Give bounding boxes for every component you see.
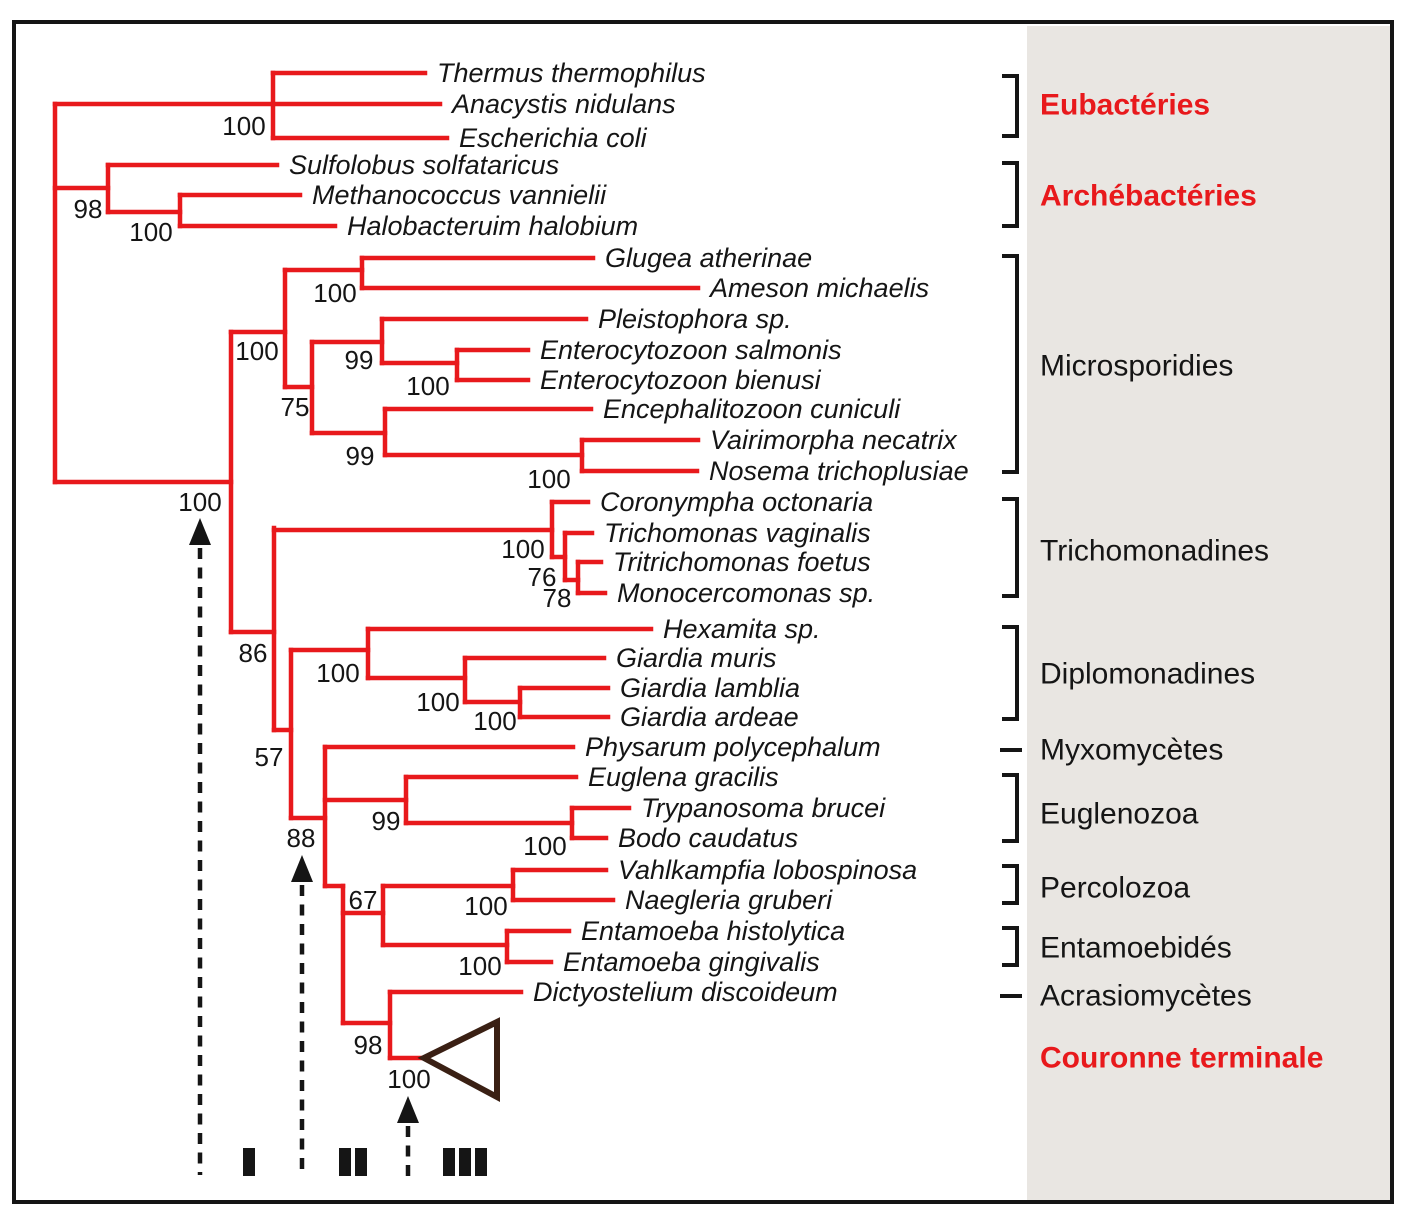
bootstrap-value: 100 (387, 1064, 431, 1094)
taxon-label: Dictyostelium discoideum (533, 977, 838, 1007)
taxon-label: Physarum polycephalum (585, 732, 881, 762)
taxon-label: Halobacteruim halobium (347, 211, 639, 241)
bootstrap-value: 100 (313, 278, 357, 308)
clade-bracket (1002, 256, 1017, 472)
roman-numeral-bar (459, 1148, 471, 1176)
clade-bracket (1002, 928, 1017, 965)
bootstrap-value: 100 (527, 464, 571, 494)
clade-bracket (1002, 775, 1017, 841)
clade-bracket (1002, 627, 1017, 719)
taxon-label: Entamoeba gingivalis (563, 947, 820, 977)
clade-bracket (1002, 163, 1017, 226)
taxon-label: Ameson michaelis (710, 273, 930, 303)
taxon-label: Anacystis nidulans (452, 89, 676, 119)
bootstrap-value: 88 (286, 823, 316, 853)
bootstrap-value: 99 (345, 441, 375, 471)
group-label: Myxomycètes (1040, 733, 1224, 767)
roman-numeral-bar (475, 1148, 487, 1176)
bootstrap-value: 100 (473, 706, 517, 736)
roman-numeral-bar (339, 1148, 351, 1176)
taxon-label: Pleistophora sp. (598, 304, 792, 334)
roman-numeral-i (243, 1148, 255, 1176)
taxon-label: Euglena gracilis (588, 762, 779, 792)
group-label: Microsporidies (1040, 349, 1234, 383)
bootstrap-value: 98 (73, 194, 103, 224)
roman-numeral-bar (243, 1148, 255, 1176)
taxon-label: Enterocytozoon salmonis (540, 335, 842, 365)
bootstrap-value: 100 (458, 951, 502, 981)
taxon-label: Giardia lamblia (620, 673, 801, 703)
taxon-label: Trichomonas vaginalis (604, 518, 871, 548)
taxon-label: Escherichia coli (459, 123, 647, 153)
bootstrap-value: 76 (527, 562, 557, 592)
group-label: Trichomonadines (1040, 534, 1269, 568)
taxon-label: Thermus thermophilus (437, 58, 706, 88)
taxon-label: Coronympha octonaria (600, 487, 874, 517)
clade-bracket (1002, 76, 1017, 136)
group-label: Eubactéries (1040, 88, 1211, 122)
bootstrap-value: 100 (316, 658, 360, 688)
taxon-label: Encephalitozoon cuniculi (603, 394, 901, 424)
bootstrap-value: 57 (254, 742, 284, 772)
bootstrap-value: 98 (353, 1030, 383, 1060)
group-label: Couronne terminale (1040, 1041, 1324, 1075)
taxon-label: Methanococcus vannielii (312, 180, 607, 210)
taxon-label: Trypanosoma brucei (641, 793, 886, 823)
bootstrap-value: 78 (542, 583, 572, 613)
taxon-label: Entamoeba histolytica (581, 916, 846, 946)
taxon-label: Bodo caudatus (618, 823, 799, 853)
roman-numeral-iii (443, 1148, 487, 1176)
collapsed-clade-triangle (424, 1022, 497, 1097)
group-label: Entamoebidés (1040, 931, 1232, 965)
taxon-label: Nosema trichoplusiae (709, 456, 969, 486)
bootstrap-value: 100 (129, 217, 173, 247)
taxon-label: Naegleria gruberi (625, 885, 833, 915)
group-label: Percolozoa (1040, 871, 1191, 905)
taxon-label: Tritrichomonas foetus (613, 547, 871, 577)
arrow-head-icon (397, 1096, 419, 1123)
taxon-label: Sulfolobus solfataricus (289, 150, 560, 180)
taxon-label: Vairimorpha necatrix (710, 425, 957, 455)
taxon-label: Giardia ardeae (620, 702, 799, 732)
group-label: Euglenozoa (1040, 797, 1199, 831)
arrow-head-icon (189, 518, 211, 545)
bootstrap-value: 100 (406, 371, 450, 401)
clade-bracket (1002, 866, 1017, 903)
taxon-label: Enterocytozoon bienusi (540, 365, 821, 395)
taxon-label: Glugea atherinae (605, 243, 813, 273)
bootstrap-value: 67 (348, 885, 378, 915)
roman-numeral-bar (355, 1148, 367, 1176)
bootstrap-value: 100 (501, 534, 545, 564)
group-label: Acrasiomycètes (1040, 979, 1252, 1013)
taxon-label: Vahlkampfia lobospinosa (618, 855, 918, 885)
roman-numeral-ii (339, 1148, 367, 1176)
clade-bracket (1002, 499, 1017, 596)
taxon-label: Giardia muris (616, 643, 777, 673)
bootstrap-value: 100 (464, 891, 508, 921)
taxon-label: Monocercomonas sp. (617, 578, 876, 608)
group-label: Archébactéries (1040, 179, 1257, 213)
bootstrap-value: 86 (238, 638, 268, 668)
arrow-head-icon (291, 855, 313, 882)
bootstrap-value: 100 (416, 687, 460, 717)
roman-numeral-bar (443, 1148, 455, 1176)
bootstrap-value: 75 (280, 392, 310, 422)
bootstrap-value: 100 (523, 831, 567, 861)
bootstrap-value: 99 (344, 345, 374, 375)
bootstrap-value: 100 (235, 336, 279, 366)
group-label: Diplomonadines (1040, 657, 1256, 691)
bootstrap-value: 100 (222, 111, 266, 141)
bootstrap-value: 100 (178, 487, 222, 517)
taxon-label: Hexamita sp. (663, 614, 821, 644)
bootstrap-value: 99 (371, 806, 401, 836)
